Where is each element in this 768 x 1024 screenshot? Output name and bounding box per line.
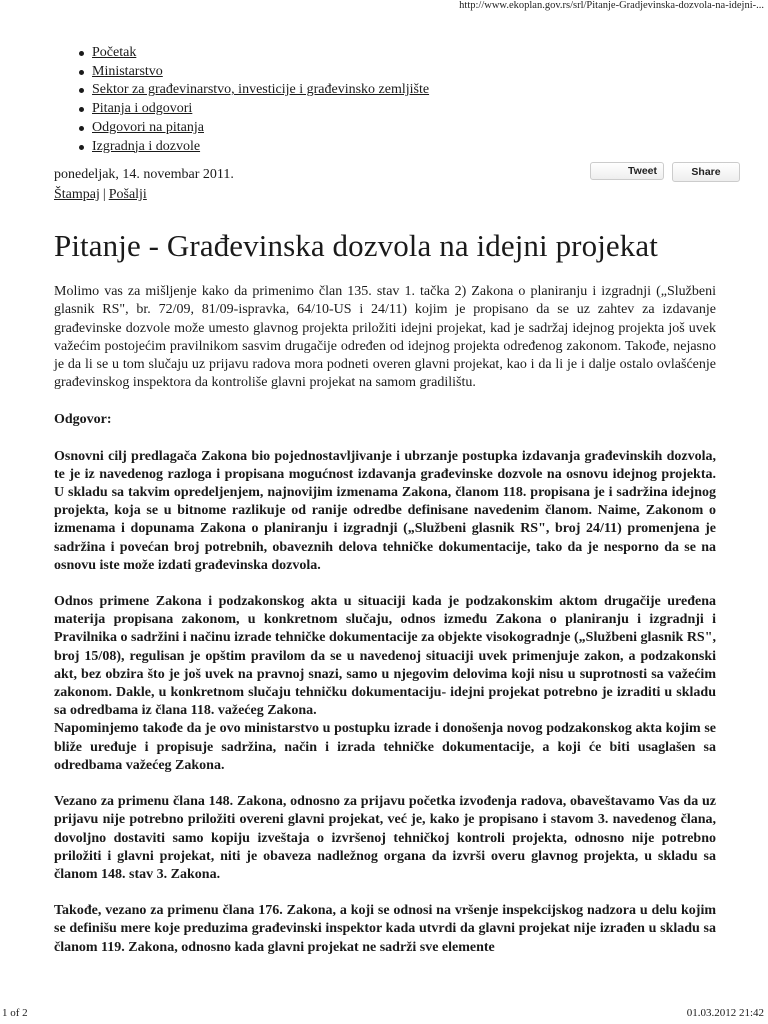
page-url: http://www.ekoplan.gov.rs/srl/Pitanje-Gradjevinska-dozvola-na-idejni-... [459, 0, 764, 11]
answer-paragraph: Takođe, vezano za primenu člana 176. Zakona, a koji se odnosi na vršenje inspekcijskog nadzora u delu kojim se definišu mere koje preduzima građevinski inspektor kada utvrdi da glavni projekat nije izrađen u skladu sa članom 119. Zakona, odnosno kada glavni projekat ne sadrži sve elemente [54, 903, 716, 955]
publish-date: ponedeljak, 14. novembar 2011. [54, 167, 234, 183]
article-title: Pitanje - Građevinska dozvola na idejni projekat [54, 228, 658, 264]
breadcrumb-link[interactable]: Pitanja i odgovori [92, 101, 193, 117]
breadcrumb-link[interactable]: Ministarstvo [92, 63, 163, 79]
answer-label: Odgovor: [54, 412, 112, 428]
breadcrumb-item-sektor[interactable] [92, 81, 716, 100]
article-meta [54, 165, 721, 206]
breadcrumb-link[interactable]: Početak [92, 45, 137, 60]
breadcrumb-link[interactable]: Izgradnja i dozvole [92, 138, 201, 154]
breadcrumb-item-odgovori[interactable] [92, 119, 716, 138]
answer-paragraph: Odnos primene Zakona i podzakonskog akta u situaciji kada je podzakonskim aktom drugačije uređena materija propisana zakonom, u konkretnom slučaju, odnos između Zakona o planiranju i izgradnji i Pravilnika o sadržini i načinu izrade tehničke dokumentacije za objekte visokogradnje („Službeni glasnik RS", broj 15/08), regulisan je opštim pravilom da se u navedenoj situaciji uvek primenjuje zakon, a podzakonski akt, bez obzira što je još uvek na pravnoj snazi, samo u njegovim delovima koji nisu u suprotnosti sa važećim zakonom. Dakle, u konkretnom slučaju tehničku dokumentaciju- idejni projekat potrebno je izraditi u skladu sa odredbama iz člana 118. važećeg Zakona. [54, 594, 716, 719]
link-separator: | [102, 187, 106, 203]
answer-paragraph: Vezano za primenu člana 148. Zakona, odnosno za prijavu početka izvođenja radova, obaveštavamo Vas da uz prijavu nije potrebno priložiti overeni glavni projekat, već je, kako je propisano i stavom 3. navedenog člana, dovoljno dostaviti samo kopiju izveštaja o izvršenoj tehničkoj kontroli projekta, odnosno nije potrebno priložiti i glavni projekat, niti je obaveza nadležnog organa da izvrši overu glavnog projekta, u skladu sa članom 148. stav 3. Zakona. [54, 794, 716, 882]
article-actions [54, 186, 716, 204]
print-link[interactable]: Štampaj [54, 187, 100, 203]
breadcrumb-link[interactable]: Odgovori na pitanja [92, 119, 204, 135]
tweet-button[interactable]: Tweet [590, 162, 664, 180]
breadcrumb-item-pitanja[interactable] [92, 100, 716, 119]
breadcrumb-item-izgradnja[interactable] [92, 138, 716, 157]
print-timestamp: 01.03.2012 21:42 [686, 1007, 764, 1019]
breadcrumb [54, 44, 716, 156]
social-buttons [590, 162, 740, 182]
answer-paragraph: Napominjemo takođe da je ovo ministarstvo u postupku izrade i donošenja novog podzakonskog akta kojim se bliže uređuje i propisuje sadržina, način i izrada tehničke dokumentacije, a koji će biti usaglašen sa odredbama važećeg Zakona. [54, 721, 716, 773]
main-content [54, 44, 721, 957]
breadcrumb-link[interactable]: Sektor za građevinarstvo, investicije i građevinsko zemljište [92, 82, 430, 98]
breadcrumb-item-ministarstvo[interactable] [92, 63, 716, 82]
answer-body [54, 448, 716, 957]
page-counter: 1 of 2 [2, 1007, 28, 1019]
question-text: Molimo vas za mišljenje kako da primenimo član 135. stav 1. tačka 2) Zakona o planiranju i izgradnji („Službeni glasnik RS", br. 72/09, 81/09-ispravka, 64/10-US i 24/11) kojim je propisano da se uz zahtev za izdavanje građevinske dozvole može umesto glavnog projekta priložiti idejni projekat, kad je sadržaj idejnog projekta još uvek važećim postojećim pravilnikom sasvim drugačije određen od idejnog projekta određenog zakonom. Takođe, nejasno je da li se u tom slučaju uz prijavu radova mora podneti overen glavni projekat, kao i da li je i dalje ostalo ovlašćenje građevinskog inspektora da kontroliše glavni projekat na samom gradilištu. [54, 284, 716, 391]
send-link[interactable]: Pošalji [108, 187, 147, 203]
answer-paragraph: Osnovni cilj predlagača Zakona bio pojednostavljivanje i ubrzanje postupka izdavanja građevinskih dozvola, te je iz navedenog razloga i propisana mogućnost izdavanja građevinske dozvole na osnovu idejnog projekta. U skladu sa takvim opredeljenjem, najnovijim izmenama Zakona, članom 118. propisana je i sadržina idejnog projekta, koja se u bitnome razlikuje od ranije odredbe definisane navedenim članom. Naime, Zakonom o izmenama i dopunama Zakona o planiranju i izgradnji („Službeni glasnik RS", broj 24/11) promenjena je sadržina i povećan broj potrebnih, obaveznih delova tehničke dokumentacije, tako da je nesporno da se na osnovu iste može izdati građevinska dozvola. [54, 448, 716, 573]
breadcrumb-item-pocetak[interactable] [92, 44, 716, 63]
share-button[interactable]: Share [672, 162, 740, 182]
